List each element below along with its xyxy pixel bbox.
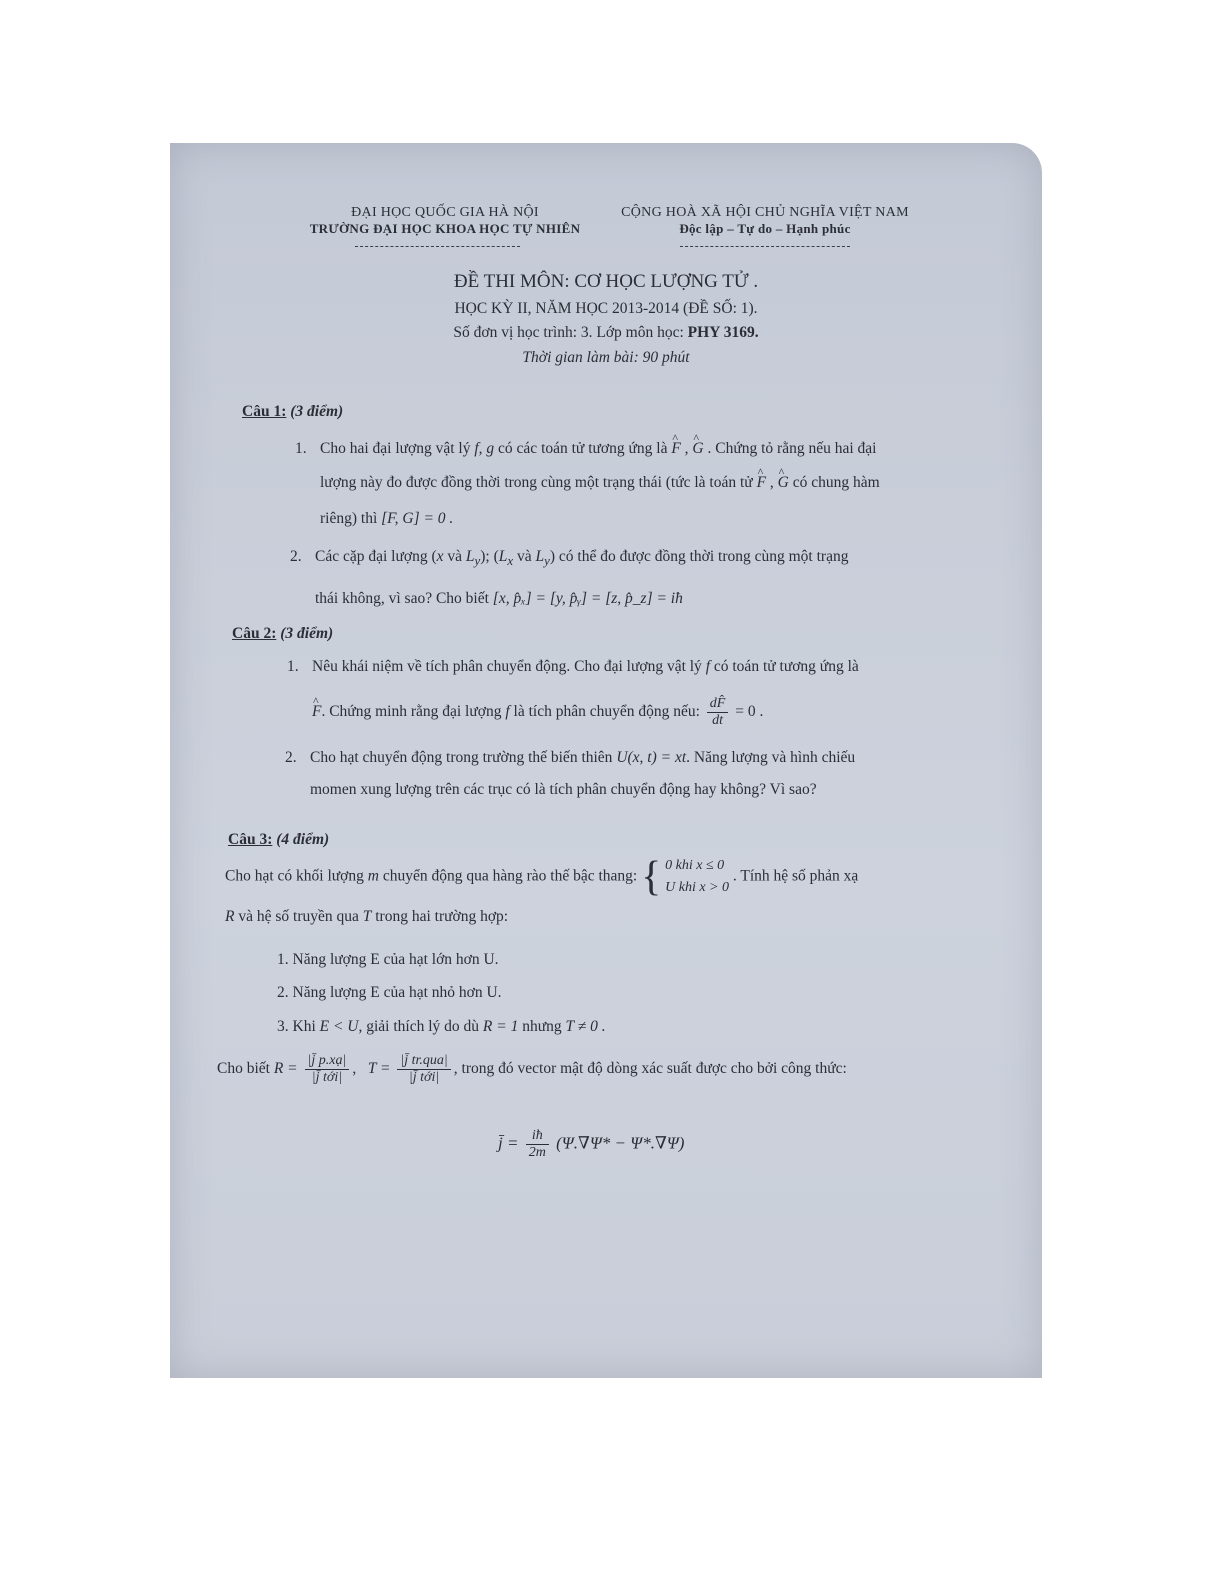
- q2-operator-F: ^ F: [312, 703, 321, 721]
- q3-given-line: Cho biết R = $\frac{\text{|j̄ p.xạ|}}{\text{|j̄ tới|}}$ , T = $\frac{\text{|j̄ tr.qua|}}{\text{|j̄ tới|}}$ , trong đó vector mật độ dòng xác suất được cho bởi công thức:: [217, 1053, 847, 1085]
- q1-item1-text-b: có các toán tử tương ứng là: [494, 440, 672, 457]
- q3-intro-text-e: trong hai trường hợp:: [371, 908, 509, 925]
- q1-operator-G2: ^ G: [778, 474, 789, 492]
- q1-item1-line1: Cho hai đại lượng vật lý f, g có các toán tử tương ứng là ^ F , ^ G . Chứng tỏ rằng nếu hai đại: [320, 440, 876, 458]
- q3-case-2: U khi x > 0: [665, 880, 729, 895]
- q1-var-Lx: $L_x$: [498, 548, 514, 569]
- republic-header: [600, 205, 930, 237]
- q3-item3: [277, 1018, 606, 1036]
- question-1-points: (3 điểm): [290, 403, 344, 420]
- q1-item2-number: 2.: [290, 548, 302, 565]
- q3-current-density-formula: [498, 1128, 684, 1161]
- question-3-heading: [228, 831, 329, 849]
- republic-name: CỘNG HOÀ XÃ HỘI CHỦ NGHĨA VIỆT NAM: [621, 205, 909, 220]
- header-left-rule: [355, 246, 520, 247]
- q3-formula-fraction: [526, 1128, 549, 1161]
- exam-duration: Thời gian làm bài: 90 phút: [522, 349, 690, 366]
- course-code: PHY 3169.: [687, 324, 759, 341]
- faculty-name: TRƯỜNG ĐẠI HỌC KHOA HỌC TỰ NHIÊN: [309, 221, 581, 236]
- q1-item2-line2: [315, 590, 683, 608]
- q2-item2-line1: [310, 749, 855, 767]
- q3-case-1: 0 khi x ≤ 0: [665, 858, 725, 873]
- q1-var-Ly: $L_y$: [465, 548, 481, 569]
- q1-commutator: [F, G] = 0 .: [381, 510, 454, 527]
- q3-var-m: m: [367, 867, 379, 885]
- q3-var-T: T: [362, 908, 372, 925]
- q2-item1-text-d: là tích phân chuyển động nếu:: [509, 703, 704, 721]
- q3-given-text-b: , trong đó vector mật độ dòng xác suất được cho bởi công thức:: [453, 1060, 847, 1078]
- q3-R-numerator: |j̄ p.xạ|: [305, 1053, 350, 1070]
- question-2-label: Câu 2:: [232, 625, 277, 642]
- exam-semester: HỌC KỲ II, NĂM HỌC 2013-2014 (ĐỀ SỐ: 1).: [454, 300, 758, 317]
- q3-item1: 1. Năng lượng E của hạt lớn hơn U.: [277, 951, 499, 968]
- q3-intro-line2: [225, 908, 508, 926]
- question-1-heading: [242, 403, 343, 421]
- q2-frac-denominator: dt: [712, 713, 723, 728]
- exam-credits: [170, 324, 1042, 342]
- q3-item3-math-c: T ≠ 0 .: [565, 1018, 606, 1035]
- national-motto: Độc lập – Tự do – Hạnh phúc: [679, 221, 851, 236]
- q3-intro-line1: [225, 855, 858, 899]
- q1-item1-text-d: lượng này đo được đồng thời trong cùng một trạng thái (tức là toán tử: [320, 474, 757, 491]
- q3-item3-text-a: 3. Khi: [277, 1018, 320, 1035]
- q1-item2-text-d: và: [513, 548, 536, 565]
- q3-intro-text-d: và hệ số truyền qua: [234, 908, 363, 925]
- q3-var-R: R: [225, 908, 235, 925]
- q1-item1-text-f: riêng) thì: [320, 510, 382, 527]
- q1-item2-text-a: Các cặp đại lượng (: [315, 548, 437, 565]
- q3-intro-text-c: . Tính hệ số phản xạ: [732, 867, 859, 885]
- q1-item1-number: 1.: [295, 440, 307, 457]
- header-right-rule: [680, 246, 850, 247]
- q2-item2-number: 2.: [285, 749, 297, 766]
- question-1-label: Câu 1:: [242, 403, 287, 420]
- q3-formula-lhs: j̄ =: [498, 1133, 519, 1153]
- q2-var-f: f: [705, 658, 710, 675]
- q3-item3-text-b: , giải thích lý do dù: [358, 1018, 483, 1035]
- q3-R-symbol: R =: [273, 1060, 298, 1078]
- q2-item1-text-c: . Chứng minh rằng đại lượng: [321, 703, 506, 721]
- q3-formula-denominator: 2m: [528, 1145, 546, 1160]
- q3-potential-brace: {: [641, 854, 662, 900]
- q2-item2-text-b: . Năng lượng và hình chiếu: [686, 749, 856, 766]
- q1-item1-text-a: Cho hai đại lượng vật lý: [320, 440, 475, 457]
- q3-R-denominator: |j̄ tới|: [311, 1070, 343, 1085]
- q3-item2: 2. Năng lượng E của hạt nhỏ hơn U.: [277, 984, 502, 1001]
- university-header: [280, 205, 610, 237]
- q3-formula-numerator: iħ: [526, 1128, 549, 1145]
- q3-given-text-a: Cho biết: [217, 1060, 274, 1078]
- q3-T-denominator: |j̄ tới|: [408, 1070, 440, 1085]
- q3-T-symbol: T =: [367, 1060, 391, 1078]
- q2-var-f2: f: [505, 703, 510, 721]
- question-3-label: Câu 3:: [228, 831, 273, 848]
- q3-item3-text-c: nhưng: [518, 1018, 566, 1035]
- q1-operator-G: ^ G: [692, 440, 703, 458]
- question-2-points: (3 điểm): [280, 625, 334, 642]
- q1-item1-line3: [320, 510, 453, 528]
- q1-item1-text-e: có chung hàm: [792, 474, 880, 491]
- q3-T-fraction: [397, 1053, 450, 1086]
- q1-item2-line1: [315, 548, 848, 569]
- q3-R-fraction: [305, 1053, 350, 1086]
- q2-item1-text-a: Nêu khái niệm về tích phân chuyển động. Cho đại lượng vật lý: [312, 658, 706, 675]
- q3-potential-cases: [665, 855, 729, 899]
- q1-item2-text-b: và: [443, 548, 466, 565]
- q2-item2-line2: momen xung lượng trên các trục có là tích phân chuyển động hay không? Vì sao?: [310, 781, 817, 798]
- q2-item1-line1: [312, 658, 859, 676]
- q2-derivative-fraction: [707, 696, 729, 729]
- q2-item1-text-b: có toán tử tương ứng là: [710, 658, 859, 675]
- exam-sheet: [170, 143, 1042, 1378]
- question-3-points: (4 điểm): [276, 831, 330, 848]
- q1-item1-line2: lượng này đo được đồng thời trong cùng một trạng thái (tức là toán tử ^ F , ^ G có chung hàm: [320, 474, 880, 492]
- q1-item2-text-f: thái không, vì sao? Cho biết: [315, 590, 493, 607]
- q3-item3-math-b: R = 1: [482, 1018, 519, 1035]
- q1-var-fg: f, g: [474, 440, 495, 457]
- q1-var-Ly2: $L_y$: [535, 548, 550, 569]
- q1-item1-text-c: . Chứng tỏ rằng nếu hai đại: [707, 440, 877, 457]
- q1-item2-text-c: ); (: [480, 548, 499, 565]
- q2-potential: U(x, t) = xt: [616, 749, 687, 766]
- university-name: ĐẠI HỌC QUỐC GIA HÀ NỘI: [351, 205, 539, 220]
- q2-item1-text-e: = 0 .: [735, 703, 764, 721]
- question-2-heading: [232, 625, 333, 643]
- q1-operator-F: ^ F: [671, 440, 680, 458]
- q1-commutation-relations: [x, p̂ₓ] = [y, p̂ᵧ] = [z, p̂_z] = iħ: [492, 590, 683, 607]
- q1-var-x: x: [436, 548, 444, 565]
- q3-formula-rhs: (Ψ.∇Ψ* − Ψ*.∇Ψ): [556, 1133, 685, 1153]
- q2-item2-text-a: Cho hạt chuyển động trong trường thế biến thiên: [310, 749, 617, 766]
- exam-title: ĐỀ THI MÔN: CƠ HỌC LƯỢNG TỬ .: [453, 271, 759, 292]
- q2-item1-line2: [312, 696, 763, 729]
- credits-text: Số đơn vị học trình: 3. Lớp môn học:: [453, 324, 688, 341]
- q3-intro-text-b: chuyển động qua hàng rào thế bậc thang:: [378, 867, 642, 885]
- q2-frac-numerator: dF̂: [707, 696, 729, 713]
- q1-operator-F2: ^ F: [757, 474, 766, 492]
- q1-item2-text-e: ) có thể đo được đồng thời trong cùng một trạng: [549, 548, 849, 565]
- q3-item3-math-a: E < U: [319, 1018, 359, 1035]
- q2-item1-number: 1.: [287, 658, 299, 675]
- q3-T-numerator: |j̄ tr.qua|: [397, 1053, 450, 1070]
- q3-intro-text-a: Cho hạt có khối lượng: [225, 867, 368, 885]
